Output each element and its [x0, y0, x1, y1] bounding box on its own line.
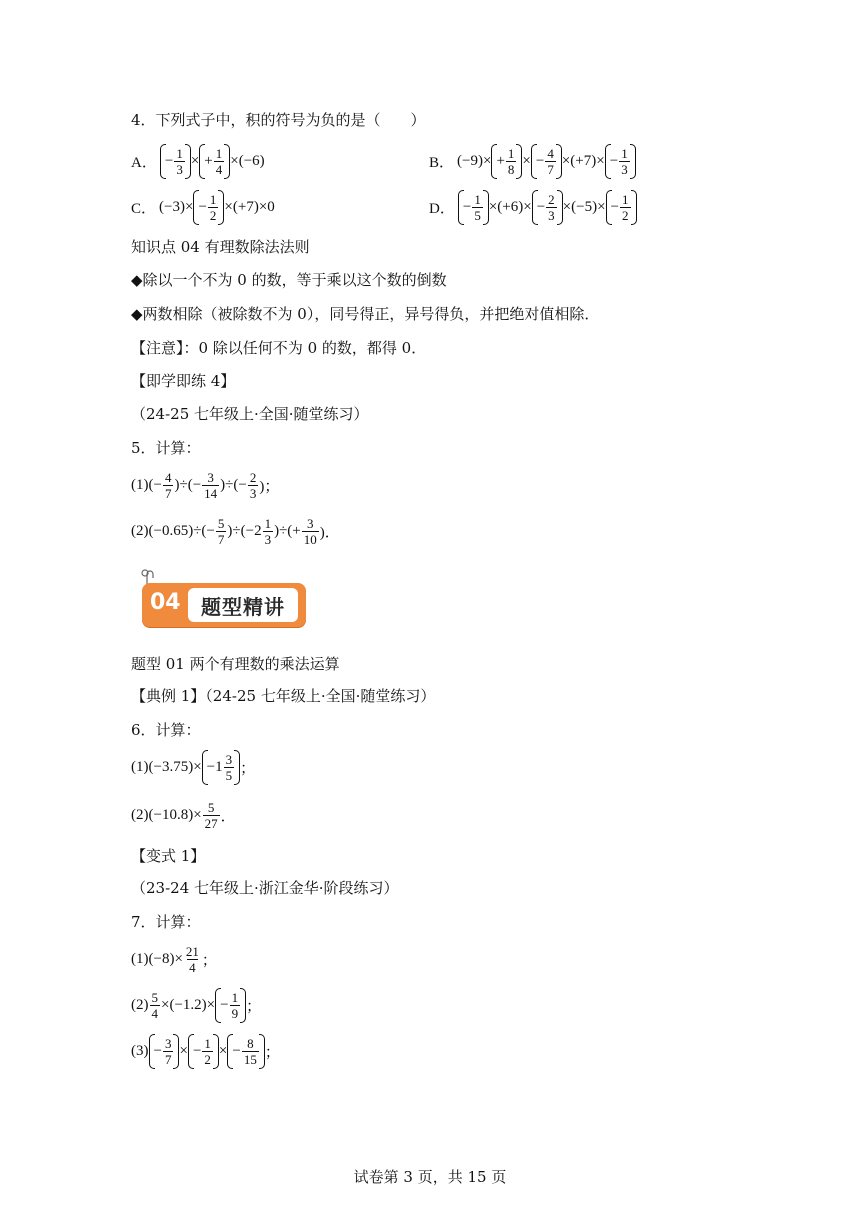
kp04-rule2: ◆两数相除（被除数不为 0），同号得正，异号得负，并把绝对值相除．	[131, 305, 600, 323]
page-footer: 试卷第 3 页，共 15 页	[353, 1168, 507, 1186]
variant-tag: 【变式 1】	[131, 847, 206, 865]
kp04-title: 知识点 04 有理数除法法则	[131, 238, 310, 256]
q4-option-b[interactable]: B． (−9)× + $\frac{1}{8}$ × − $\frac{4}{7}$ ×(+7)× − $\frac{1}{3}$	[429, 146, 636, 177]
q4-option-a[interactable]: A． − $\frac{1}{3}$ × + $\frac{1}{4}$ ×(−6)	[131, 146, 265, 177]
kp04-rule1: ◆除以一个不为 0 的数，等于乘以这个数的倒数	[131, 271, 447, 289]
q7-part3: (3) − $\frac{3}{7}$ × − $\frac{1}{2}$ × − $\frac{8}{15}$ ；	[131, 1036, 280, 1067]
q6-part1: (1) (−3.75)× −1 $\frac{3}{5}$ ；	[131, 752, 256, 783]
type01-title: 题型 01 两个有理数的乘法运算	[131, 655, 340, 673]
q5-part2: (2) (−0.65)÷(− $\frac{5}{7}$ )÷(−2 $\frac{1}{3}$ )÷(+ $\frac{3}{10}$ )．	[131, 516, 340, 547]
q5-stem: 5．计算：	[131, 439, 201, 457]
q7-part2: (2) $\frac{5}{4}$ ×(−1.2)× − $\frac{1}{9}$ ；	[131, 990, 262, 1021]
q7-part1: (1) (−8)× $\frac{21}{4}$ ；	[131, 944, 217, 975]
q6-stem: 6．计算：	[131, 721, 201, 739]
q6-part2: (2) (−10.8)× $\frac{5}{27}$ ．	[131, 800, 236, 831]
example-1: 【典例 1】（24-25 七年级上·全国·随堂练习）	[131, 687, 436, 705]
practice-source: （24-25 七年级上·全国·随堂练习）	[131, 405, 369, 423]
q4-option-d[interactable]: D． − $\frac{1}{5}$ ×(+6)× − $\frac{2}{3}$ ×(−5)× − $\frac{1}{2}$	[429, 192, 637, 223]
q4-option-c[interactable]: C． (−3)× − $\frac{1}{2}$ ×(+7)×0	[131, 192, 275, 223]
banner-number: 04	[150, 590, 181, 615]
practice-tag: 【即学即练 4】	[131, 372, 236, 390]
q4-stem: 4．下列式子中，积的符号为负的是（ ）	[131, 111, 426, 129]
variant-source: （23-24 七年级上·浙江金华·阶段练习）	[131, 879, 399, 897]
q7-stem: 7．计算：	[131, 913, 201, 931]
kp04-note: 【注意】：0 除以任何不为 0 的数，都得 0．	[131, 339, 427, 357]
q5-part1: (1) (− $\frac{4}{7}$ )÷(− $\frac{3}{14}$ )÷(− $\frac{2}{3}$ )；	[131, 470, 280, 501]
banner-label: 题型精讲	[188, 588, 298, 622]
section-banner	[142, 583, 306, 627]
